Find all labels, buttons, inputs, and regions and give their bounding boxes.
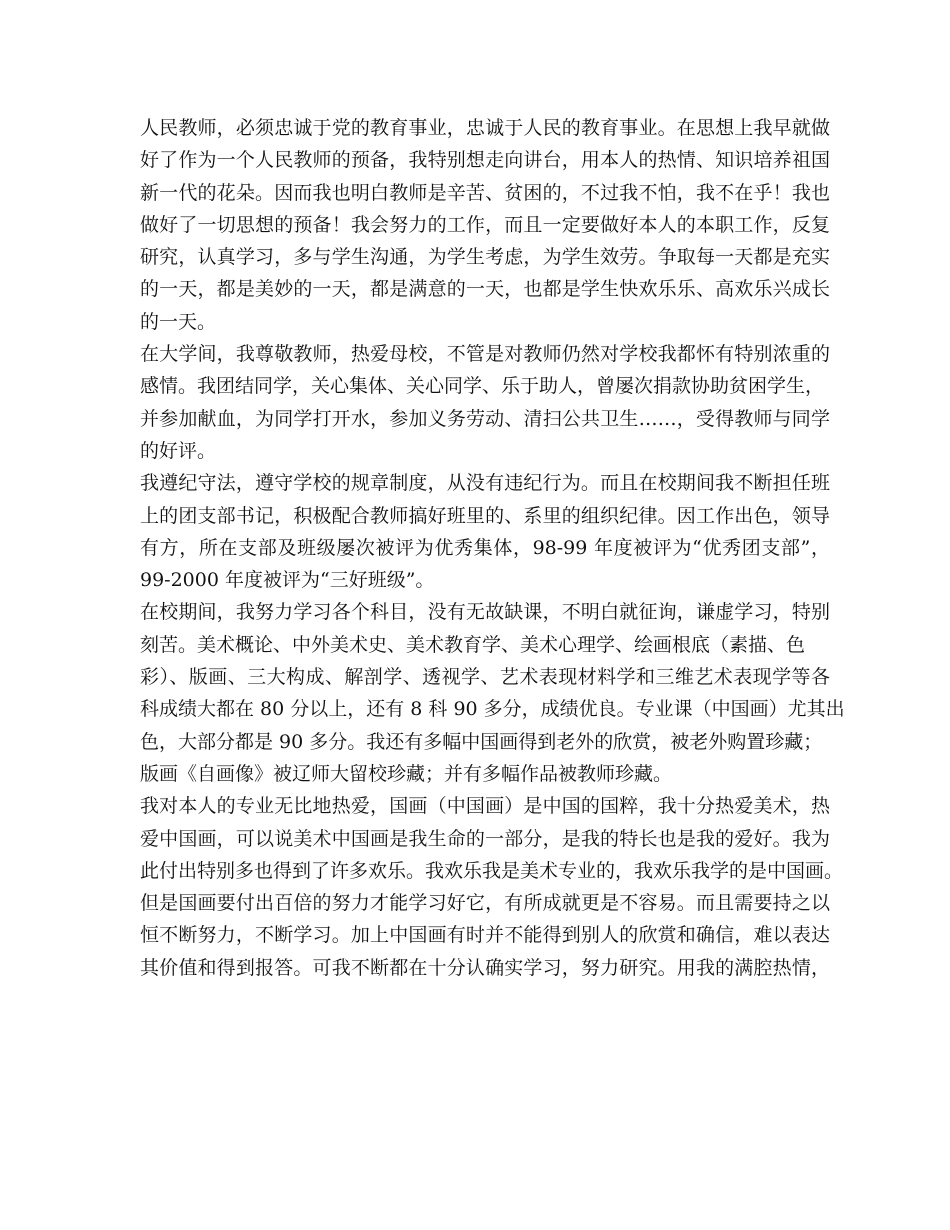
text-line: 在校期间，我努力学习各个科目，没有无故缺课，不明白就征询，谦虚学习，特别 bbox=[140, 601, 830, 624]
text-line: 爱中国画，可以说美术中国画是我生命的一部分，是我的特长也是我的爱好。我为 bbox=[140, 827, 830, 850]
text-line: 我对本人的专业无比地热爱，国画（中国画）是中国的国粹，我十分热爱美术，热 bbox=[140, 795, 830, 818]
text-line: 99-2000 年度被评为“三好班级”。 bbox=[140, 569, 435, 592]
text-line: 人民教师，必须忠诚于党的教育事业，忠诚于人民的教育事业。在思想上我早就做 bbox=[140, 117, 830, 139]
text-line: 的好评。 bbox=[140, 439, 217, 462]
text-line: 版画《自画像》被辽师大留校珍藏；并有多幅作品被教师珍藏。 bbox=[140, 762, 673, 785]
text-line: 做好了一切思想的预备！我会努力的工作，而且一定要做好本人的本职工作，反复 bbox=[140, 213, 830, 236]
text-line: 好了作为一个人民教师的预备，我特别想走向讲台，用本人的热情、知识培养祖国 bbox=[140, 149, 830, 172]
text-line: 刻苦。美术概论、中外美术史、美术教育学、美术心理学、绘画根底（素描、色 bbox=[140, 633, 806, 656]
text-line: 上的团支部书记，积极配合教师搞好班里的、系里的组织纪律。因工作出色，领导 bbox=[140, 504, 830, 527]
text-line: 科成绩大都在 80 分以上，还有 8 科 90 多分，成绩优良。专业课（中国画）尤其出 bbox=[140, 698, 845, 721]
text-line: 感情。我团结同学，关心集体、关心同学、乐于助人，曾屡次捐款协助贫困学生， bbox=[140, 375, 825, 398]
text-line: 彩）、版画、三大构成、解剖学、透视学、艺术表现材料学和三维艺术表现学等各 bbox=[140, 666, 830, 689]
text-line: 恒不断努力，不断学习。加上中国画有时并不能得到别人的欣赏和确信，难以表达 bbox=[140, 924, 830, 947]
text-line: 新一代的花朵。因而我也明白教师是辛苦、贫困的，不过我不怕，我不在乎！我也 bbox=[140, 181, 830, 204]
text-line: 其价值和得到报答。可我不断都在十分认确实学习，努力研究。用我的满腔热情， bbox=[140, 956, 830, 979]
text-line: 研究，认真学习，多与学生沟通，为学生考虑，为学生效劳。争取每一天都是充实 bbox=[140, 246, 830, 269]
text-line: 的一天，都是美妙的一天，都是满意的一天，也都是学生快欢乐乐、高欢乐兴成长 bbox=[140, 278, 830, 301]
text-line: 在大学间，我尊敬教师，热爱母校，不管是对教师仍然对学校我都怀有特别浓重的 bbox=[140, 343, 830, 366]
document-body bbox=[140, 112, 845, 984]
text-line: 我遵纪守法，遵守学校的规章制度，从没有违纪行为。而且在校期间我不断担任班 bbox=[140, 472, 830, 495]
text-line: 色，大部分都是 90 多分。我还有多幅中国画得到老外的欣赏，被老外购置珍藏； bbox=[140, 730, 823, 753]
text-line: 并参加献血，为同学打开水，参加义务劳动、清扫公共卫生……，受得教师与同学 bbox=[140, 407, 830, 430]
text-line: 但是国画要付出百倍的努力才能学习好它，有所成就更是不容易。而且需要持之以 bbox=[140, 892, 830, 915]
text-line: 此付出特别多也得到了许多欢乐。我欢乐我是美术专业的，我欢乐我学的是中国画。 bbox=[140, 859, 844, 882]
text-line: 的一天。 bbox=[140, 310, 217, 333]
text-line: 有方，所在支部及班级屡次被评为优秀集体，98-99 年度被评为“优秀团支部”， bbox=[140, 536, 830, 559]
